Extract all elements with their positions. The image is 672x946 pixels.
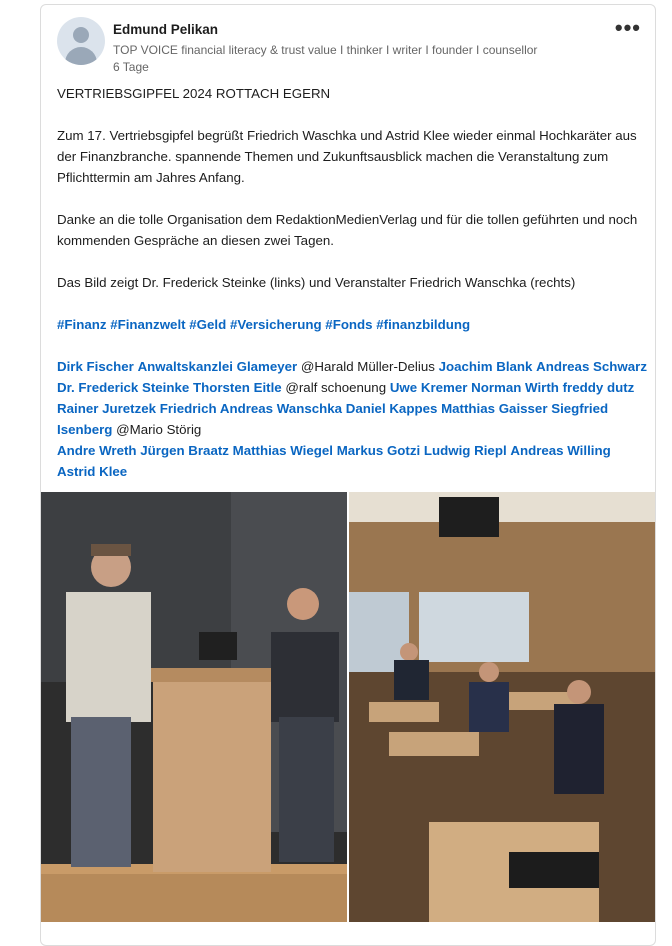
mention-link[interactable]: Matthias Wiegel <box>232 443 333 458</box>
author-name[interactable]: Edmund Pelikan <box>113 22 219 37</box>
mention-link[interactable]: Daniel Kappes <box>345 401 438 416</box>
mention-link[interactable]: Andre Wreth <box>57 443 137 458</box>
author-headline: TOP VOICE financial literacy & trust value I thinker I writer I founder I counsellor <box>113 43 538 57</box>
mention-plain: @Mario Störig <box>116 422 202 437</box>
mention-link[interactable]: Andreas Willing <box>510 443 611 458</box>
mention-link[interactable]: freddy dutz <box>562 380 635 395</box>
hashtag-link[interactable]: #Finanzwelt <box>110 317 186 332</box>
post-paragraph-1: Zum 17. Vertriebsgipfel begrüßt Friedrich Waschka und Astrid Klee wieder einmal Hochkaräter aus der Finanzbranche. spannende Themen und Zukunftsausblick machen die Veranstaltung zum Pflichttermin am Jahres Anfang. <box>57 128 637 185</box>
mention-link[interactable]: Dr. Frederick Steinke <box>57 380 190 395</box>
post-time: 6 Tage <box>113 60 149 74</box>
post-paragraph-3: Das Bild zeigt Dr. Frederick Steinke (links) und Veranstalter Friedrich Wanschka (rechts) <box>57 275 576 290</box>
mention-link[interactable]: Markus Gotzi <box>336 443 421 458</box>
mention-link[interactable]: Ludwig Riepl <box>423 443 507 458</box>
mention-link[interactable]: Jürgen Braatz <box>140 443 229 458</box>
mention-link[interactable]: Dirk Fischer <box>57 359 134 374</box>
hashtag-link[interactable]: #finanzbildung <box>376 317 471 332</box>
mention-link[interactable]: Friedrich Andreas Wanschka <box>159 401 343 416</box>
post-paragraph-2: Danke an die tolle Organisation dem RedaktionMedienVerlag und für die tollen geführten und noch kommenden Gespräche an diesen zwei Tagen. <box>57 212 638 248</box>
mention-plain: @ralf schoenung <box>285 380 387 395</box>
mention-link[interactable]: Norman Wirth <box>471 380 559 395</box>
mention-link[interactable]: Joachim Blank <box>438 359 533 374</box>
hashtag-link[interactable]: #Versicherung <box>229 317 322 332</box>
hashtag-link[interactable]: #Fonds <box>325 317 373 332</box>
mention-list <box>57 356 647 482</box>
hashtag-link[interactable]: #Geld <box>189 317 227 332</box>
avatar-shoulders <box>65 47 97 65</box>
mention-link[interactable]: Uwe Kremer <box>389 380 468 395</box>
hashtag-list <box>57 314 647 335</box>
mention-link[interactable]: Anwaltskanzlei Glameyer <box>137 359 298 374</box>
mention-link[interactable]: Siegfried Isenberg <box>57 401 609 437</box>
post-title: VERTRIEBSGIPFEL 2024 ROTTACH EGERN <box>57 86 331 101</box>
photo-audience[interactable] <box>349 492 655 922</box>
post-body <box>57 83 647 482</box>
avatar[interactable] <box>57 17 105 65</box>
mention-plain: @Harald Müller-Delius <box>300 359 435 374</box>
more-horizontal-icon[interactable]: ••• <box>614 15 641 40</box>
post-card <box>40 4 656 946</box>
mention-link[interactable]: Thorsten Eitle <box>193 380 282 395</box>
mention-link[interactable]: Rainer Juretzek <box>57 401 157 416</box>
hashtag-link[interactable]: #Finanz <box>57 317 107 332</box>
post-photos[interactable] <box>41 492 655 922</box>
mention-link[interactable]: Astrid Klee <box>57 464 128 479</box>
mention-link[interactable]: Matthias Gaisser <box>441 401 548 416</box>
photo-speakers[interactable] <box>41 492 347 922</box>
avatar-head <box>73 27 89 43</box>
mention-link[interactable]: Andreas Schwarz <box>536 359 647 374</box>
